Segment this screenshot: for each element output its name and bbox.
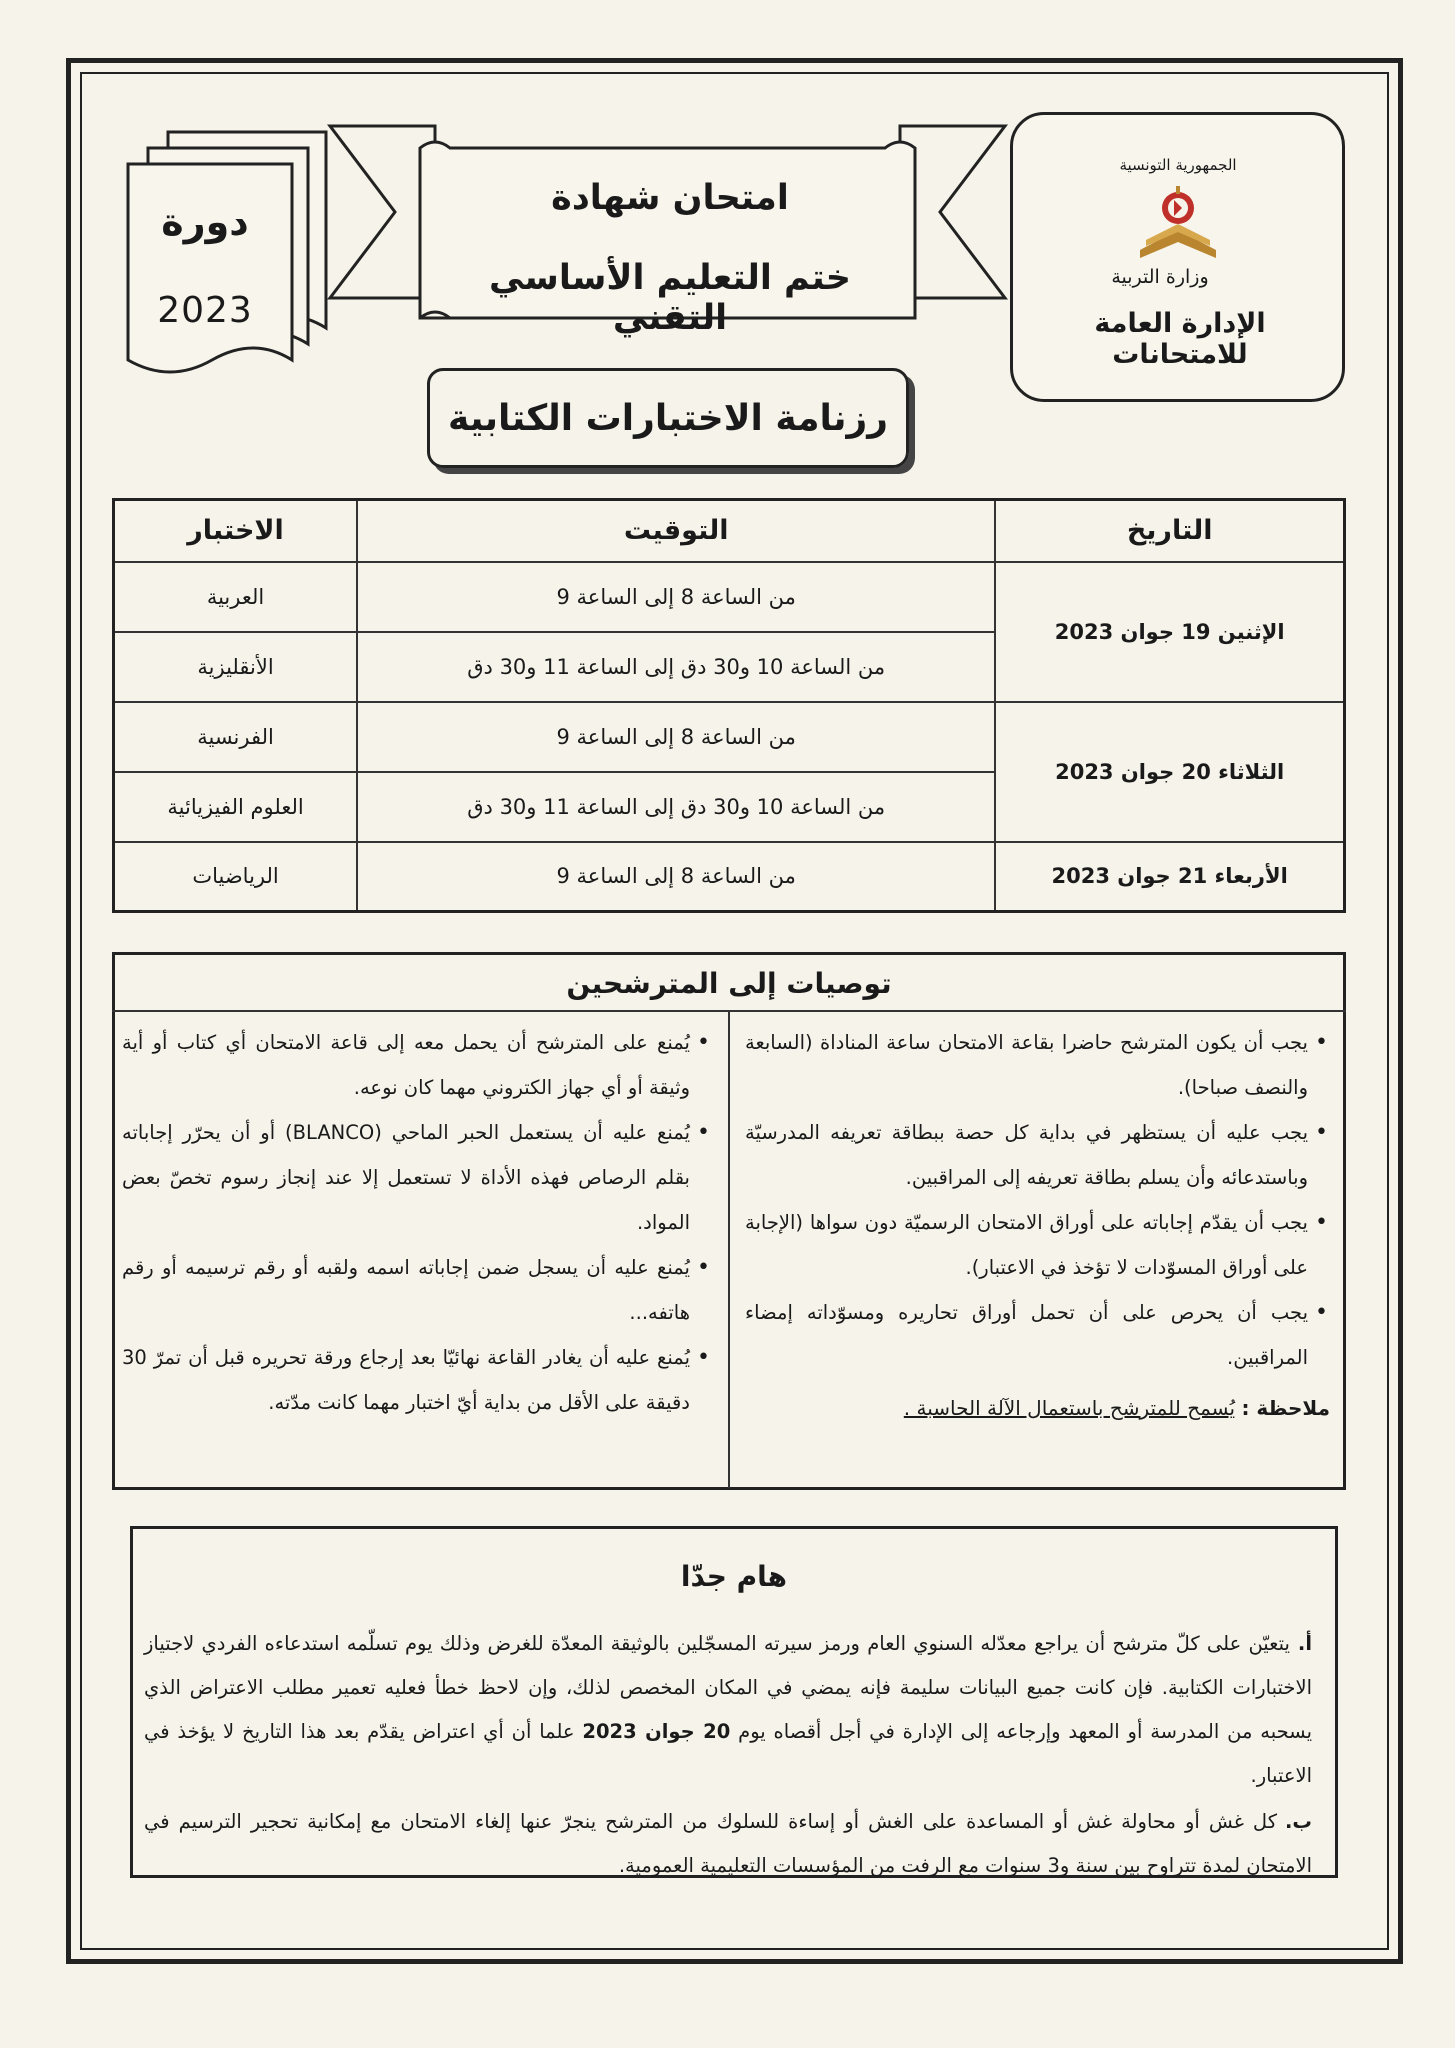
table-row (114, 842, 1345, 912)
forbidden-list-column (122, 1020, 712, 1425)
calendar-title-box (427, 368, 909, 468)
important-title: هام جدّا (680, 1560, 788, 1593)
list-item: • يُمنع على المترشح أن يحمل معه إلى قاعة الامتحان أي كتاب أو أية وثيقة أو أي جهاز الكتروني مهما كان نوعه. (122, 1020, 690, 1110)
list-item: • يجب أن يقدّم إجاباته على أوراق الامتحان الرسميّة دون سواها (الإجابة على أوراق المسوّدات لا تؤخذ في الاعتبار). (745, 1200, 1308, 1290)
subject-cell: الأنقليزية (114, 632, 358, 702)
list-item: • يُمنع عليه أن يسجل ضمن إجاباته اسمه ولقبه أو رقم ترسيمه أو رقم هاتفه... (122, 1245, 690, 1335)
header-date: التاريخ (995, 500, 1344, 562)
list-item: • يُمنع عليه أن يغادر القاعة نهائيّا بعد إرجاع ورقة تحريره قبل أن تمرّ 30 دقيقة على الأقل من بداية أيّ اختبار مهما كانت مدّته. (122, 1335, 690, 1425)
recommendations-title: توصيات إلى المترشحين (112, 956, 1346, 1012)
header-time: التوقيت (357, 500, 995, 562)
time-cell: من الساعة 10 و30 دق إلى الساعة 11 و30 دق (357, 772, 995, 842)
exam-title-line1: امتحان شهادة (551, 178, 789, 218)
table-row (114, 562, 1345, 632)
important-item-b (144, 1800, 1312, 1888)
item-a-text-1: يتعيّن على كلّ مترشح أن يراجع معدّله السنوي العام ورمز سيرته المسجّلين بالوثيقة المعدّة للغرض وذلك يوم تسلّمه استدعاءه الفردي لاجتياز الاختبارات الكتابية. فإن كانت جميع البيانات سليمة فإنه يمضي في المكان المخصص لذلك، وإن لاحظ خطأ فعليه تعمير مطلب الاعتراض الذي يسحبه من المدرسة أو المعهد وإرجاعه إلى الإدارة في أجل أقصاه يوم (144, 1632, 1313, 1743)
session-label: دورة (161, 200, 249, 244)
subject-cell: الفرنسية (114, 702, 358, 772)
republic-label: الجمهورية التونسية (1119, 156, 1237, 174)
must-list-column (745, 1020, 1330, 1431)
department-label: الإدارة العامة للامتحانات (1094, 308, 1266, 370)
calculator-note (745, 1386, 1330, 1431)
table-header-row (114, 500, 1345, 562)
ministry-label: وزارة التربية (1111, 266, 1209, 288)
list-item: • يجب أن يحرص على أن تحمل أوراق تحاريره ومسوّداته إمضاء المراقبين. (745, 1290, 1308, 1380)
date-cell: الإثنين 19 جوان 2023 (995, 562, 1344, 702)
item-marker: أ. (1297, 1632, 1312, 1655)
exam-title-line2: ختم التعليم الأساسي التقني (489, 258, 851, 338)
item-a-text-2: علما أن أي اعتراض يقدّم بعد هذا التاريخ لا يؤخذ في الاعتبار. (144, 1720, 1312, 1787)
time-cell: من الساعة 8 إلى الساعة 9 (357, 842, 995, 912)
schedule-table (112, 498, 1346, 913)
recommendations-divider (728, 1010, 730, 1488)
subject-cell: الرياضيات (114, 842, 358, 912)
note-label: ملاحظة : (1241, 1396, 1330, 1420)
subject-cell: العلوم الفيزيائية (114, 772, 358, 842)
list-item: • يجب عليه أن يستظهر في بداية كل حصة ببطاقة تعريفه المدرسيّة وباستدعائه وأن يسلم بطاقة تعريفه إلى المراقبين. (745, 1110, 1308, 1200)
session-badge (108, 128, 336, 388)
calendar-title: رزنامة الاختبارات الكتابية (448, 397, 888, 439)
note-text: يُسمح للمترشح باستعمال الآلة الحاسبة . (903, 1396, 1236, 1420)
time-cell: من الساعة 8 إلى الساعة 9 (357, 702, 995, 772)
item-marker: ب. (1284, 1810, 1312, 1833)
subject-cell: العربية (114, 562, 358, 632)
date-cell: الأربعاء 21 جوان 2023 (995, 842, 1344, 912)
table-row (114, 702, 1345, 772)
list-item: • يُمنع عليه أن يستعمل الحبر الماحي (BLANCO) أو أن يحرّر إجاباته بقلم الرصاص فهذه الأداة لا تستعمل إلا عند إنجاز رسوم تخصّ بعض المواد. (122, 1110, 690, 1245)
header-subject: الاختبار (114, 500, 358, 562)
session-year: 2023 (157, 290, 253, 331)
time-cell: من الساعة 8 إلى الساعة 9 (357, 562, 995, 632)
deadline-date: 20 جوان 2023 (582, 1720, 731, 1743)
important-item-a (144, 1622, 1312, 1798)
item-b-text: كل غش أو محاولة غش أو المساعدة على الغش أو إساءة للسلوك من المترشح ينجرّ عنها إلغاء الامتحان مع إمكانية تحجير الترسيم في الامتحان لمدة تتراوح بين سنة و3 سنوات مع الرفت من المؤسسات التعليمية العمومية. (144, 1810, 1312, 1877)
date-cell: الثلاثاء 20 جوان 2023 (995, 702, 1344, 842)
list-item: • يجب أن يكون المترشح حاضرا بقاعة الامتحان ساعة المناداة (السابعة والنصف صباحا). (745, 1020, 1308, 1110)
time-cell: من الساعة 10 و30 دق إلى الساعة 11 و30 دق (357, 632, 995, 702)
ministry-emblem-icon (1130, 180, 1226, 264)
